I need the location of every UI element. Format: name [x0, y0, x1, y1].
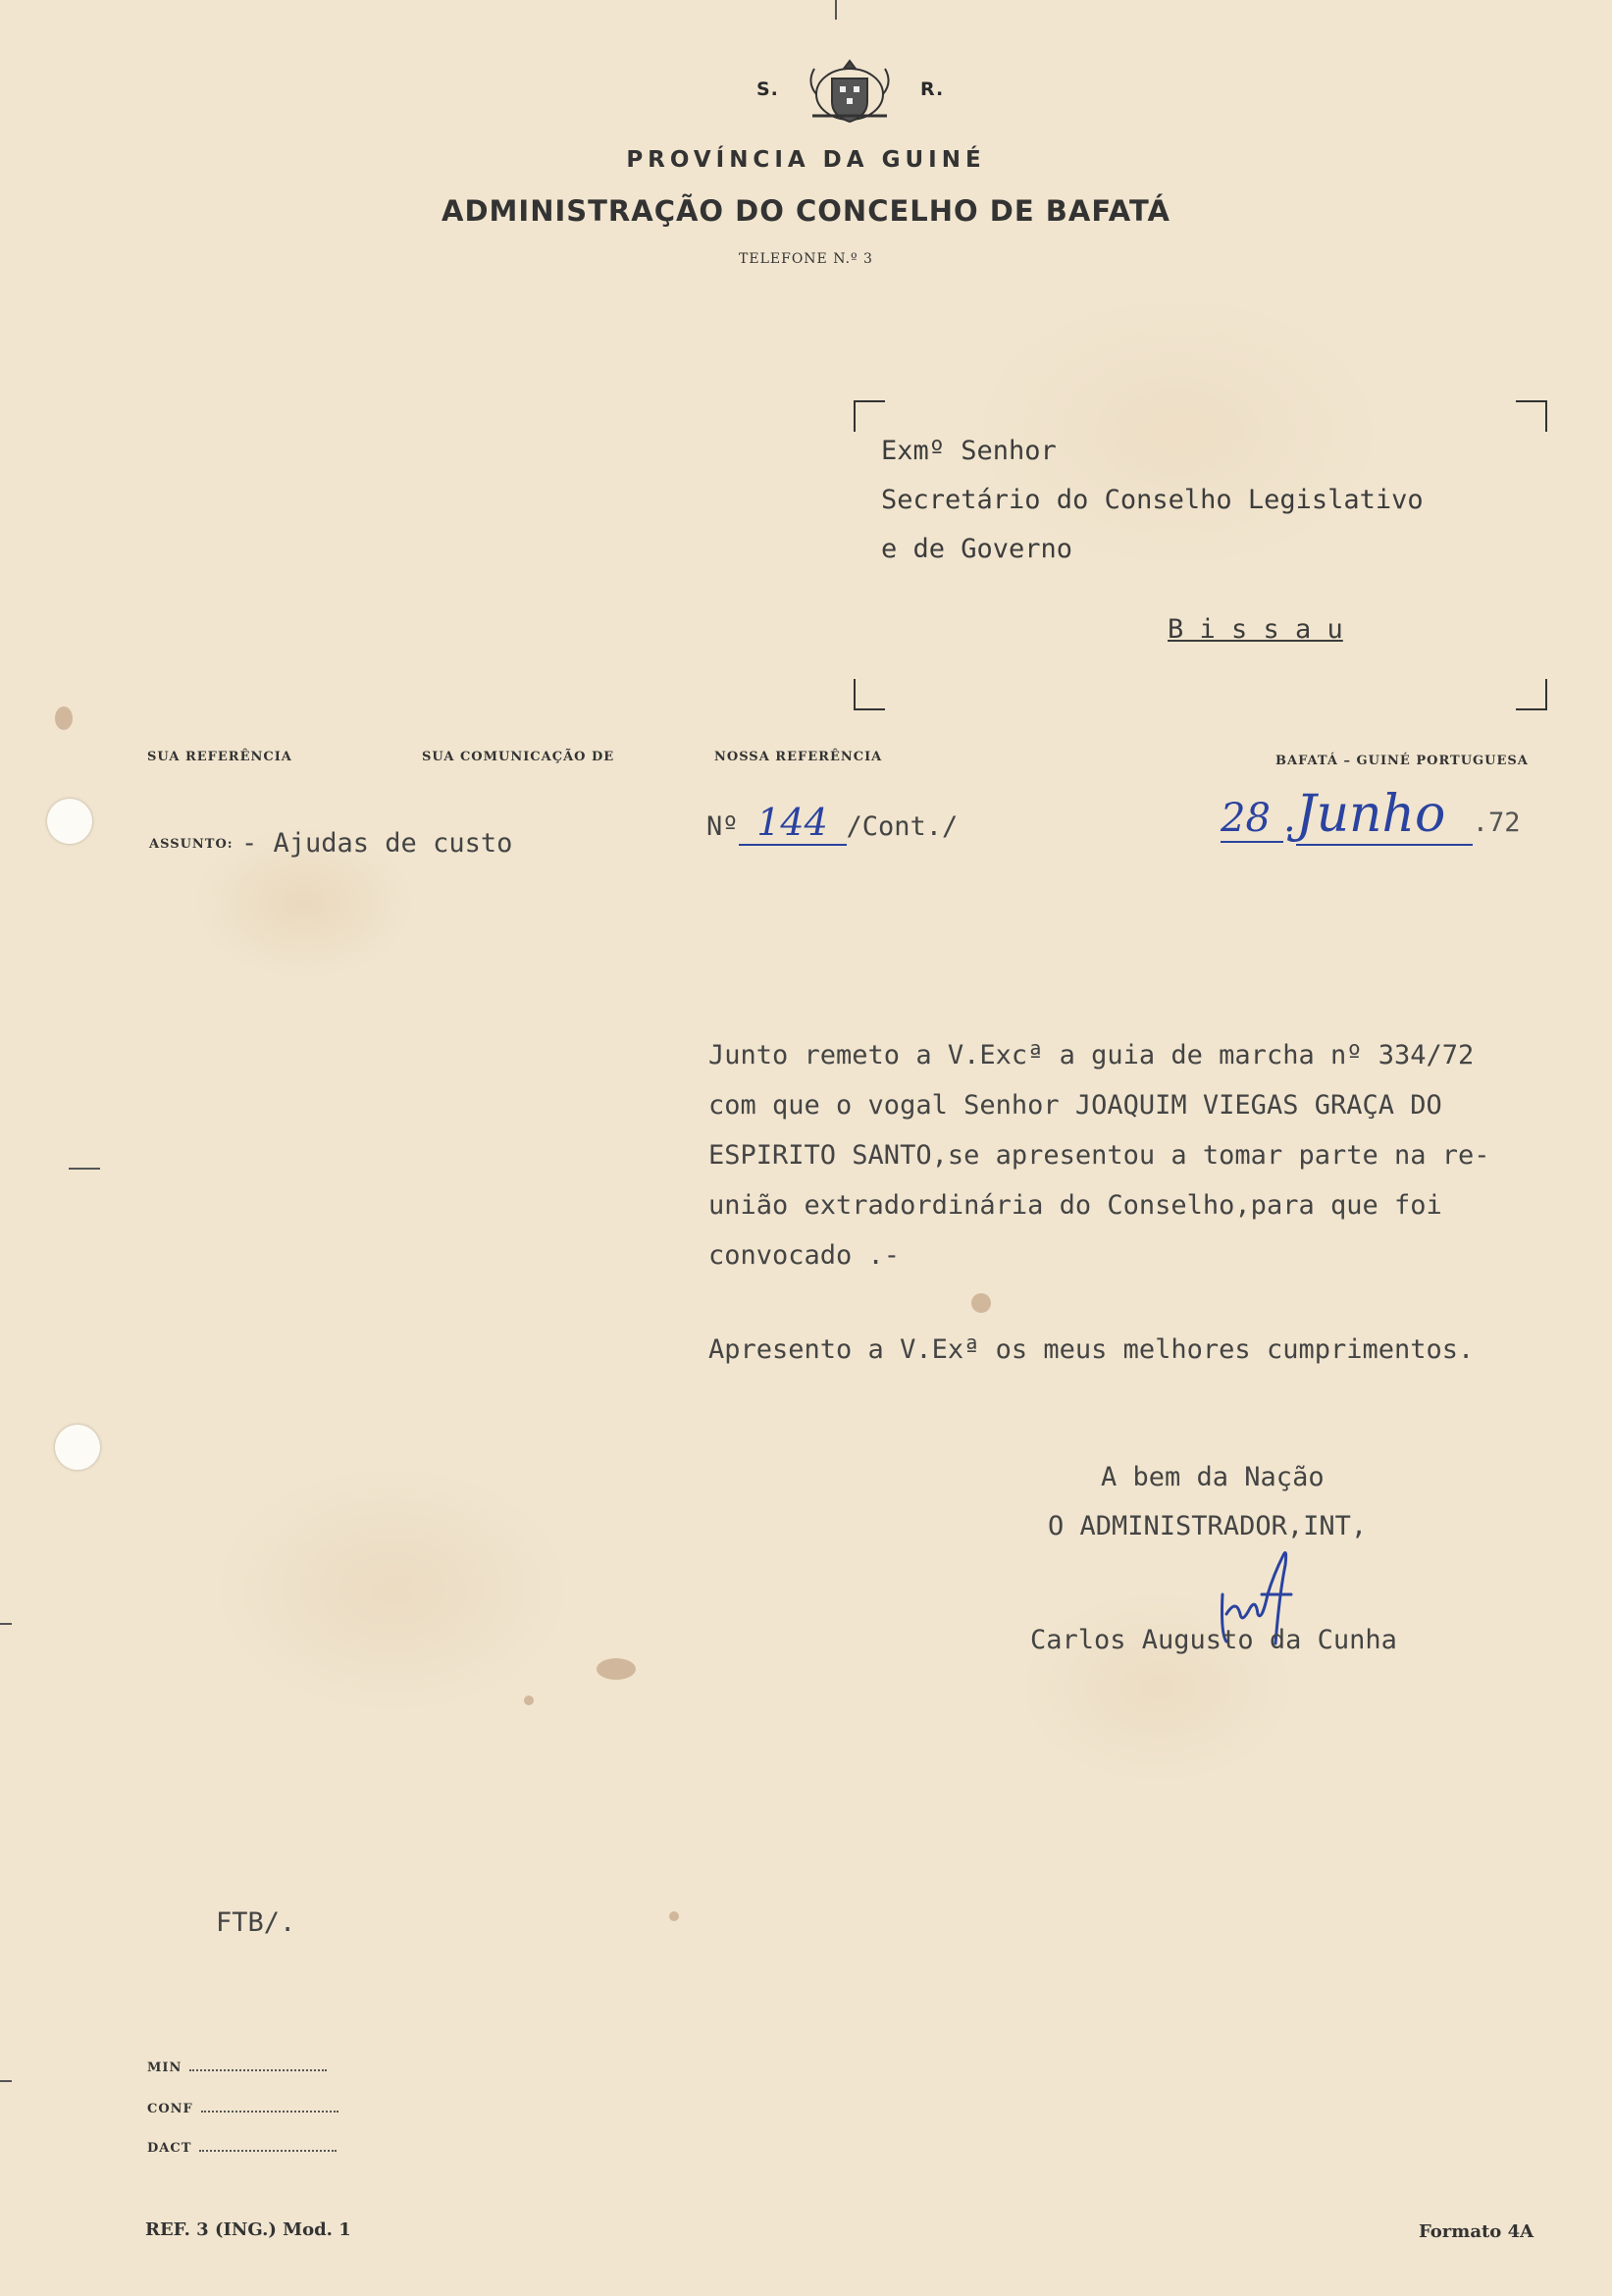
punch-hole-top	[47, 799, 92, 844]
punch-hole-bottom	[55, 1425, 100, 1470]
body-line: união extradordinária do Conselho,para que foi	[708, 1190, 1442, 1221]
address-corner-bottom-left	[854, 679, 885, 710]
subject-label: ASSUNTO:	[149, 837, 234, 852]
signatory-title: O ADMINISTRADOR,INT,	[1048, 1511, 1368, 1541]
form-reference: REF. 3 (ING.) Mod. 1	[145, 2219, 351, 2240]
typist-initials: FTB/.	[216, 1907, 296, 1938]
our-reference-suffix: /Cont./	[846, 811, 959, 842]
top-tick-mark	[835, 0, 837, 20]
date-year: .72	[1472, 808, 1521, 838]
stain-spot	[524, 1696, 534, 1705]
province-title: PROVÍNCIA DA GUINÉ	[626, 147, 986, 173]
sua-referencia-label: SUA REFERÊNCIA	[147, 750, 292, 764]
letter-r: R.	[920, 78, 945, 100]
nossa-referencia-label: NOSSA REFERÊNCIA	[714, 750, 883, 764]
sua-comunicacao-label: SUA COMUNICAÇÃO DE	[422, 750, 615, 764]
address-corner-top-right	[1516, 400, 1547, 432]
dact-label: DACT	[147, 2141, 192, 2156]
left-edge-mark	[0, 2080, 12, 2082]
left-edge-mark	[0, 1623, 12, 1625]
telephone-number: TELEFONE N.º 3	[739, 251, 873, 267]
left-edge-mark	[69, 1168, 100, 1170]
min-label: MIN	[147, 2061, 182, 2075]
administration-title: ADMINISTRAÇÃO DO CONCELHO DE BAFATÁ	[442, 194, 1170, 228]
body-paragraph-2: Apresento a V.Exª os meus melhores cumprimentos.	[708, 1334, 1475, 1365]
letter-date: 28 .Junho .72	[1221, 785, 1521, 844]
addressee-city: B i s s a u	[1168, 614, 1343, 645]
conf-label: CONF	[147, 2102, 193, 2116]
date-day: 28	[1221, 796, 1283, 843]
body-line: convocado .-	[708, 1240, 901, 1271]
address-corner-bottom-right	[1516, 679, 1547, 710]
addressee-position: Secretário do Conselho Legislativo	[881, 485, 1424, 515]
dact-field	[147, 2141, 337, 2156]
body-line: ESPIRITO SANTO,se apresentou a tomar parte na re-	[708, 1140, 1490, 1171]
addressee-salutation: Exmº Senhor	[881, 436, 1057, 466]
signatory-name: Carlos Augusto da Cunha	[1030, 1625, 1397, 1655]
body-paragraph-1	[708, 1030, 1490, 1280]
place-label: BAFATÁ – GUINÉ PORTUGUESA	[1275, 754, 1529, 768]
stain-spot	[55, 706, 73, 730]
min-field	[147, 2061, 327, 2075]
our-reference-prefix: Nº	[706, 811, 739, 842]
addressee-position-cont: e de Governo	[881, 534, 1073, 564]
body-line: com que o vogal Senhor JOAQUIM VIEGAS GRAÇA DO	[708, 1090, 1442, 1121]
date-month: Junho	[1296, 785, 1473, 846]
stain-spot	[971, 1293, 991, 1313]
stain-spot	[597, 1658, 636, 1680]
address-corner-top-left	[854, 400, 885, 432]
coat-of-arms-icon	[803, 55, 897, 130]
our-reference-number: 144	[739, 801, 847, 846]
closing-formula: A bem da Nação	[1101, 1462, 1325, 1492]
body-line: Junto remeto a V.Excª a guia de marcha nº 334/72	[708, 1040, 1475, 1070]
conf-field	[147, 2102, 338, 2116]
stain-spot	[669, 1911, 679, 1921]
our-reference	[706, 801, 958, 846]
letter-s: S.	[756, 78, 779, 100]
subject-value: - Ajudas de custo	[241, 828, 513, 859]
paper-format: Formato 4A	[1419, 2221, 1534, 2242]
